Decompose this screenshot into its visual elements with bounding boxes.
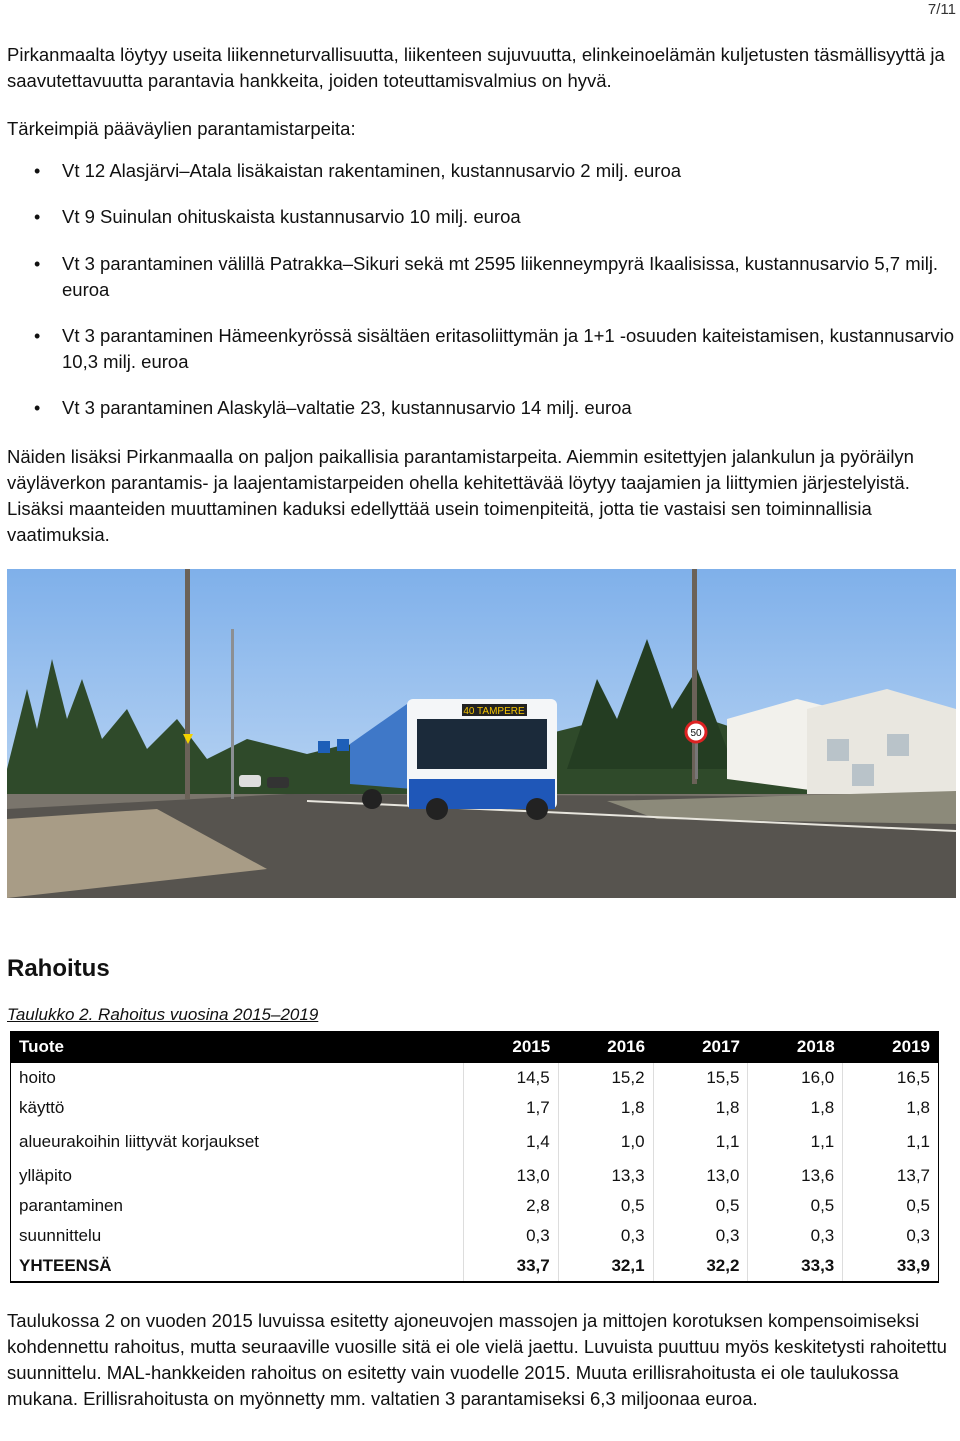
table-row — [11, 1221, 939, 1251]
road-bus-photo — [7, 569, 956, 898]
table-cell: 0,3 — [748, 1221, 843, 1251]
list-item: • Vt 3 parantaminen Alaskylä–valtatie 23, kustannusarvio 14 milj. euroa — [7, 395, 955, 421]
column-header: 2017 — [653, 1031, 748, 1063]
table-cell: 33,9 — [843, 1251, 939, 1282]
table-cell: YHTEENSÄ — [11, 1251, 464, 1282]
table-notes-paragraph: Taulukossa 2 on vuoden 2015 luvuissa esitetty ajoneuvojen massojen ja mittojen korotuksen kompensoimiseksi kohdennettu rahoitus, mutta seuraaville vuosille sitä ei ole vielä jaettu. Luvuista puuttuu myös keskitetysti rahoitettu suunnittelu. MAL-hankkeiden rahoitus on esitetty vain vuodelle 2015. Muuta erillisrahoitusta ei ole taulukossa mukana. Erillisrahoitusta on myönnetty mm. valtatien 3 parantamiseksi 6,3 miljoonaa euroa. — [7, 1310, 947, 1409]
table-cell: 1,0 — [558, 1123, 653, 1161]
priorities-list — [7, 158, 955, 441]
photo-illustration — [7, 569, 956, 898]
table-cell: 0,5 — [843, 1191, 939, 1221]
table-cell: 13,6 — [748, 1161, 843, 1191]
table-cell: 0,3 — [843, 1221, 939, 1251]
table-cell: 15,5 — [653, 1063, 748, 1093]
bullet-icon: • — [34, 254, 41, 274]
page-number: 7/11 — [927, 1, 956, 18]
table-cell: 1,8 — [843, 1093, 939, 1123]
bullet-icon: • — [34, 161, 41, 181]
intro-paragraph: Pirkanmaalta löytyy useita liikenneturvallisuutta, liikenteen sujuvuutta, elinkeinoelämän kuljetusten täsmällisyyttä ja saavutettavuutta parantavia hankkeita, joiden toteuttamisvalmius on hyvä. — [7, 44, 945, 91]
table-cell: suunnittelu — [19, 1226, 102, 1245]
list-item: • Vt 9 Suinulan ohituskaista kustannusarvio 10 milj. euroa — [7, 204, 955, 230]
table-cell: 15,2 — [558, 1063, 653, 1093]
table-cell: 1,8 — [748, 1093, 843, 1123]
table-cell: 0,5 — [748, 1191, 843, 1221]
column-header: 2015 — [463, 1031, 558, 1063]
table-cell: ylläpito — [19, 1166, 72, 1185]
table-cell: 16,5 — [843, 1063, 939, 1093]
table-cell: 2,8 — [463, 1191, 558, 1221]
table-cell: 32,1 — [558, 1251, 653, 1282]
table-cell: 0,3 — [463, 1221, 558, 1251]
local-needs-paragraph: Näiden lisäksi Pirkanmaalla on paljon paikallisia parantamistarpeita. Aiemmin esitettyjen jalankulun ja pyöräilyn väyläverkon parantamis- ja laajentamistarpeiden ohella kehitettävää löytyy taajamien ja liittymien järjestelyistä. Lisäksi maanteiden muuttaminen kaduksi edellyttää usein toimenpiteitä, jotta tie vastaisi sen toiminnallisia vaatimuksia. — [7, 446, 914, 545]
list-item: • Vt 12 Alasjärvi–Atala lisäkaistan rakentaminen, kustannusarvio 2 milj. euroa — [7, 158, 955, 184]
table-row — [11, 1093, 939, 1123]
table-cell: 33,3 — [748, 1251, 843, 1282]
bullet-icon: • — [34, 398, 41, 418]
table-cell: 13,7 — [843, 1161, 939, 1191]
column-header: 2018 — [748, 1031, 843, 1063]
section-title: Rahoitus — [7, 955, 110, 982]
table-cell: 0,3 — [558, 1221, 653, 1251]
table-cell: 1,8 — [653, 1093, 748, 1123]
table-cell: 13,0 — [653, 1161, 748, 1191]
table-cell: 16,0 — [748, 1063, 843, 1093]
table-cell: 0,5 — [653, 1191, 748, 1221]
table-row — [11, 1191, 939, 1221]
speed-limit-sign: 50 — [690, 728, 702, 739]
table-cell: 1,1 — [748, 1123, 843, 1161]
table-cell: käyttö — [19, 1098, 65, 1117]
table-cell: 0,5 — [558, 1191, 653, 1221]
table-cell: alueurakoihin liittyvät korjaukset — [19, 1132, 260, 1151]
column-header: 2016 — [558, 1031, 653, 1063]
table-cell: 33,7 — [463, 1251, 558, 1282]
bus-destination-sign: 40 TAMPERE — [463, 706, 525, 717]
table-row — [11, 1063, 939, 1093]
table-cell: 13,3 — [558, 1161, 653, 1191]
bullet-icon: • — [34, 207, 41, 227]
table-row — [11, 1161, 939, 1191]
list-item: • Vt 3 parantaminen välillä Patrakka–Sikuri sekä mt 2595 liikenneympyrä Ikaalisissa, kustannusarvio 5,7 milj. euroa — [34, 253, 939, 300]
funding-table — [10, 1031, 939, 1283]
table-cell: 1,7 — [463, 1093, 558, 1123]
table-row — [11, 1123, 939, 1161]
table-caption: Taulukko 2. Rahoitus vuosina 2015–2019 — [7, 1005, 319, 1024]
table-cell: 1,1 — [843, 1123, 939, 1161]
table-cell: hoito — [19, 1068, 56, 1087]
column-header: 2019 — [843, 1031, 939, 1063]
table-header-row — [11, 1031, 939, 1063]
priorities-subheading: Tärkeimpiä pääväylien parantamistarpeita: — [7, 118, 356, 139]
table-cell: 0,3 — [653, 1221, 748, 1251]
list-item: • Vt 3 parantaminen Hämeenkyrössä sisältäen eritasoliittymän ja 1+1 -osuuden kaiteistamisen, kustannusarvio 10,3 milj. euroa — [34, 325, 955, 372]
table-cell: 13,0 — [463, 1161, 558, 1191]
bullet-icon: • — [34, 326, 41, 346]
table-cell: parantaminen — [19, 1196, 123, 1215]
table-cell: 14,5 — [463, 1063, 558, 1093]
table-cell: 1,4 — [463, 1123, 558, 1161]
table-cell: 1,8 — [558, 1093, 653, 1123]
table-total-row — [11, 1251, 939, 1282]
table-cell: 1,1 — [653, 1123, 748, 1161]
table-cell: 32,2 — [653, 1251, 748, 1282]
column-header: Tuote — [11, 1031, 464, 1063]
